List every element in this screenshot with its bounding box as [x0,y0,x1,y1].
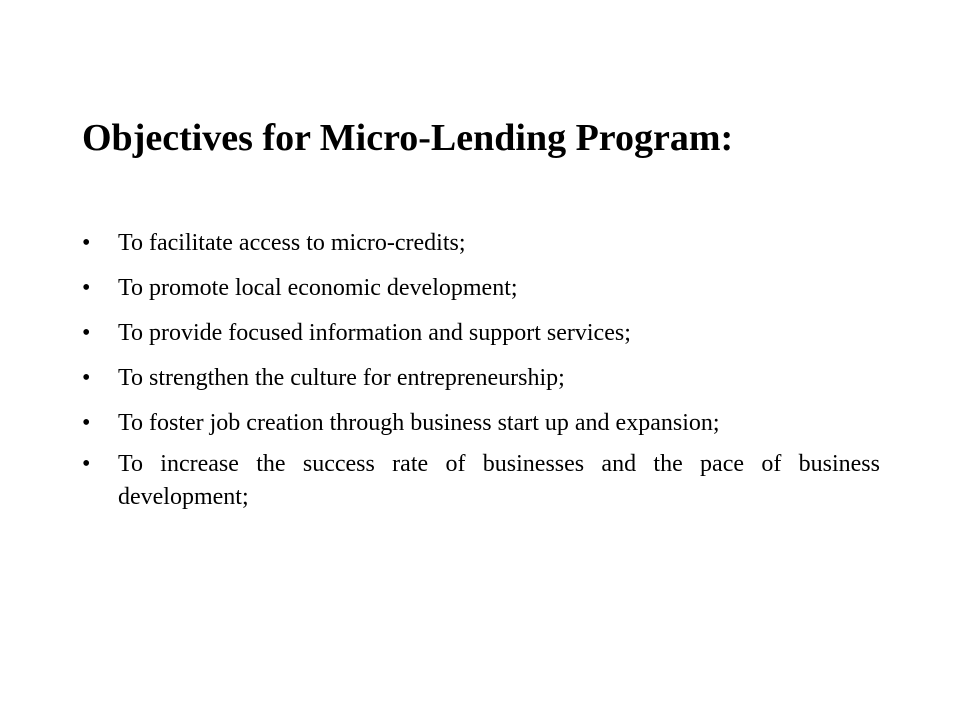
list-item-text: To provide focused information and support services; [118,320,631,346]
list-item-text: To increase the success rate of businesses and the pace of business development; [118,451,880,510]
list-item [82,448,880,514]
objectives-list [82,227,880,526]
list-item [82,272,880,305]
bullet-icon: • [82,410,91,436]
list-item [82,227,880,260]
list-item [82,317,880,350]
bullet-icon: • [82,230,91,256]
list-item-text: To facilitate access to micro-credits; [118,230,466,256]
bullet-icon: • [82,320,91,346]
bullet-icon: • [82,275,91,301]
list-item-text: To foster job creation through business start up and expansion; [118,410,720,436]
list-item [82,362,880,395]
bullet-icon: • [82,365,91,391]
slide-title: Objectives for Micro-Lending Program: [82,117,734,159]
list-item-text: To promote local economic development; [118,275,518,301]
bullet-icon: • [82,451,91,477]
list-item [82,407,880,440]
list-item-text: To strengthen the culture for entrepreneurship; [118,365,565,391]
